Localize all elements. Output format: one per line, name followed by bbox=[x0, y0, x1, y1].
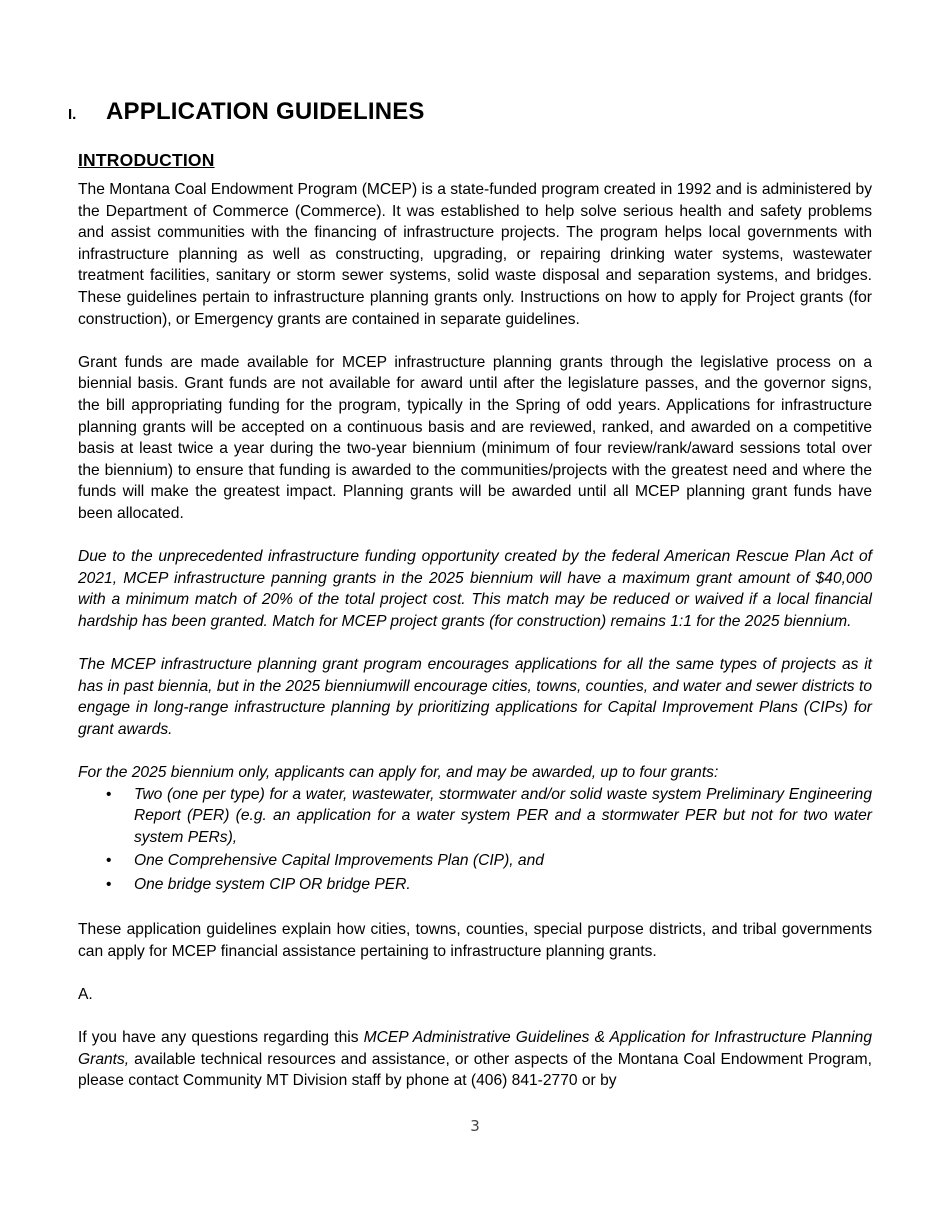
spacer bbox=[78, 632, 872, 654]
spacer bbox=[78, 1006, 872, 1028]
list-item: • Two (one per type) for a water, wastewater, stormwater and/or solid waste system Preliminary Engineering Report (PER) (e.g. an application for a water system PER and a stormwater PER but not for two water system PERs), bbox=[78, 784, 872, 849]
spacer bbox=[78, 962, 872, 984]
intro-paragraph-1: The Montana Coal Endowment Program (MCEP) is a state-funded program created in 1992 and is administered by the Department of Commerce (Commerce). It was established to help solve serious health and safety problems and assist communities with the financing of infrastructure projects. The program helps local governments with infrastructure planning as well as constructing, upgrading, or repairing drinking water systems, wastewater treatment facilities, sanitary or storm sewer systems, solid waste disposal and separation systems, and bridges. These guidelines pertain to infrastructure planning grants only. Instructions on how to apply for Project grants (for construction), or Emergency grants are contained in separate guidelines. bbox=[78, 181, 872, 328]
intro-paragraph-4: The MCEP infrastructure planning grant program encourages applications for all the same types of projects as it has in past biennia, but in the 2025 bienniumwill encourage cities, towns, counties, and water and sewer districts to engage in long-range infrastructure planning by prioritizing applications for Capital Improvement Plans (CIPs) for grant awards. bbox=[78, 656, 872, 738]
intro-paragraph-2: Grant funds are made available for MCEP infrastructure planning grants through the legislative process on a biennial basis. Grant funds are not available for award until after the legislature passes, and the governor signs, the bill appropriating funding for the program, typically in the Spring of odd years. Applications for infrastructure planning grants will be accepted on a continuous basis and are reviewed, ranked, and awarded on a competitive basis at least twice a year during the two-year biennium (minimum of four review/rank/award sessions total over the biennium) to ensure that funding is awarded to the communities/projects with the greatest need and where the funds will make the greatest impact. Planning grants will be awarded until all MCEP planning grant funds have been allocated. bbox=[78, 353, 872, 522]
spacer bbox=[78, 525, 872, 547]
intro-paragraph-3: Due to the unprecedented infrastructure funding opportunity created by the federal American Rescue Plan Act of 2021, MCEP infrastructure panning grants in the 2025 biennium will have a maximum grant amount of $40,000 with a minimum match of 20% of the total project cost. This match may be reduced or waived if a local financial hardship has been granted. Match for MCEP project grants (for construction) remains 1:1 for the 2025 biennium. bbox=[78, 548, 872, 630]
item-a-label: A. bbox=[78, 985, 93, 1003]
introduction-section bbox=[78, 150, 872, 1092]
contact-text-1: If you have any questions regarding this bbox=[78, 1029, 364, 1047]
section-title: APPLICATION GUIDELINES bbox=[106, 98, 425, 125]
section-number: I. bbox=[68, 106, 77, 123]
spacer bbox=[78, 740, 872, 762]
spacer bbox=[78, 898, 872, 920]
section-heading bbox=[68, 98, 425, 126]
intro-paragraph-5: These application guidelines explain how cities, towns, counties, special purpose districts, and tribal governments can apply for MCEP financial assistance pertaining to infrastructure planning grants. bbox=[78, 921, 872, 960]
grant-list-intro: For the 2025 biennium only, applicants can apply for, and may be awarded, up to four grants: bbox=[78, 764, 719, 782]
grant-types-list bbox=[78, 784, 872, 896]
spacer bbox=[78, 330, 872, 352]
guidelines-title-reference: MCEP Administrative Guidelines & Application for Infrastructure Planning Grants, bbox=[78, 1029, 872, 1068]
contact-paragraph bbox=[78, 1027, 872, 1092]
contact-text-2: available technical resources and assistance, or other aspects of the Montana Coal Endowment Program, please contact Community MT Division staff by phone at (406) 841-2770 or by bbox=[78, 1050, 872, 1090]
list-item: • One Comprehensive Capital Improvements Plan (CIP), and bbox=[78, 850, 872, 872]
page-number: 3 bbox=[470, 1117, 480, 1135]
introduction-heading: INTRODUCTION bbox=[78, 150, 215, 170]
list-item: • One bridge system CIP OR bridge PER. bbox=[78, 874, 872, 896]
